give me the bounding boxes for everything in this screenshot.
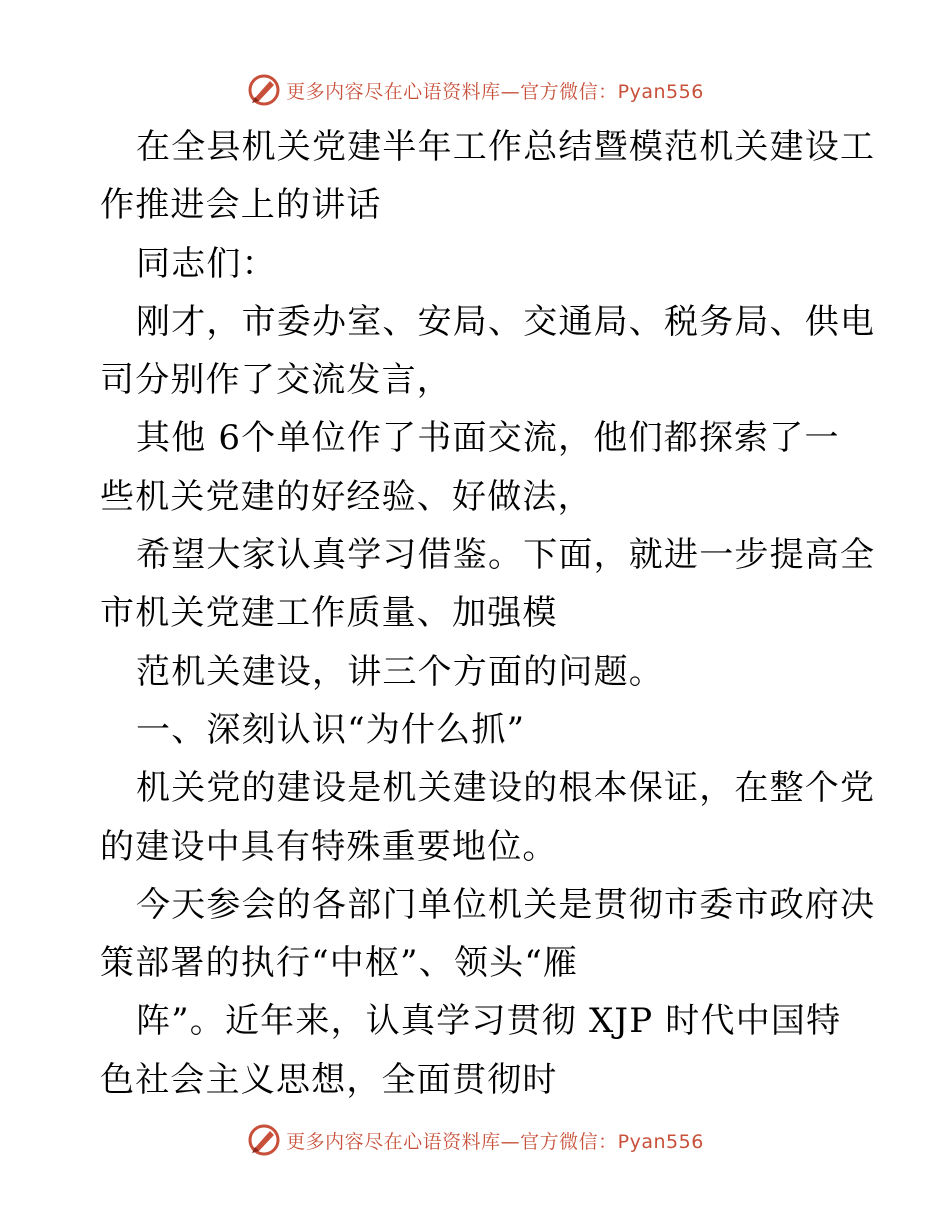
pen-logo-icon [246,72,282,108]
text-line: 阵”。近年来，认真学习贯彻 XJP 时代中国特 [136,1001,842,1042]
text-line: 希望大家认真学习借鉴。下面，就进一步提高全 [136,535,876,576]
pen-logo-icon [246,1122,282,1158]
watermark-text: 更多内容尽在心语资料库—官方微信：Pyan556 [286,1130,704,1153]
text-line: 机关党的建设是机关建设的根本保证，在整个党 [136,768,876,809]
footer-watermark [0,1120,950,1160]
text-line: 范机关建设，讲三个方面的问题。 [136,651,664,692]
text-line: 一、深刻认识“为什么抓” [136,709,526,750]
text-line: 今天参会的各部门单位机关是贯彻市委市政府决 [136,884,876,925]
text-line: 些机关党建的好经验、好做法， [100,476,593,517]
text-line: 的建设中具有特殊重要地位。 [100,826,558,867]
text-line: 作推进会上的讲话 [100,185,382,226]
text-line: 刚才，市委办室、安局、交通局、税务局、供电 [136,301,876,342]
text-line: 在全县机关党建半年工作总结暨模范机关建设工 [136,127,876,167]
document-body [100,118,876,1109]
text-line: 策部署的执行“中枢”、领头“雁 [100,943,579,984]
text-line: 市机关党建工作质量、加强模 [100,593,558,634]
header-watermark [0,70,950,110]
watermark-text: 更多内容尽在心语资料库—官方微信：Pyan556 [286,80,704,103]
text-line: 司分别作了交流发言， [100,360,452,401]
text-line: 其他 6个单位作了书面交流，他们都探索了一 [136,418,840,459]
text-line: 色社会主义思想，全面贯彻时 [100,1059,558,1100]
text-line: 同志们： [136,243,277,284]
